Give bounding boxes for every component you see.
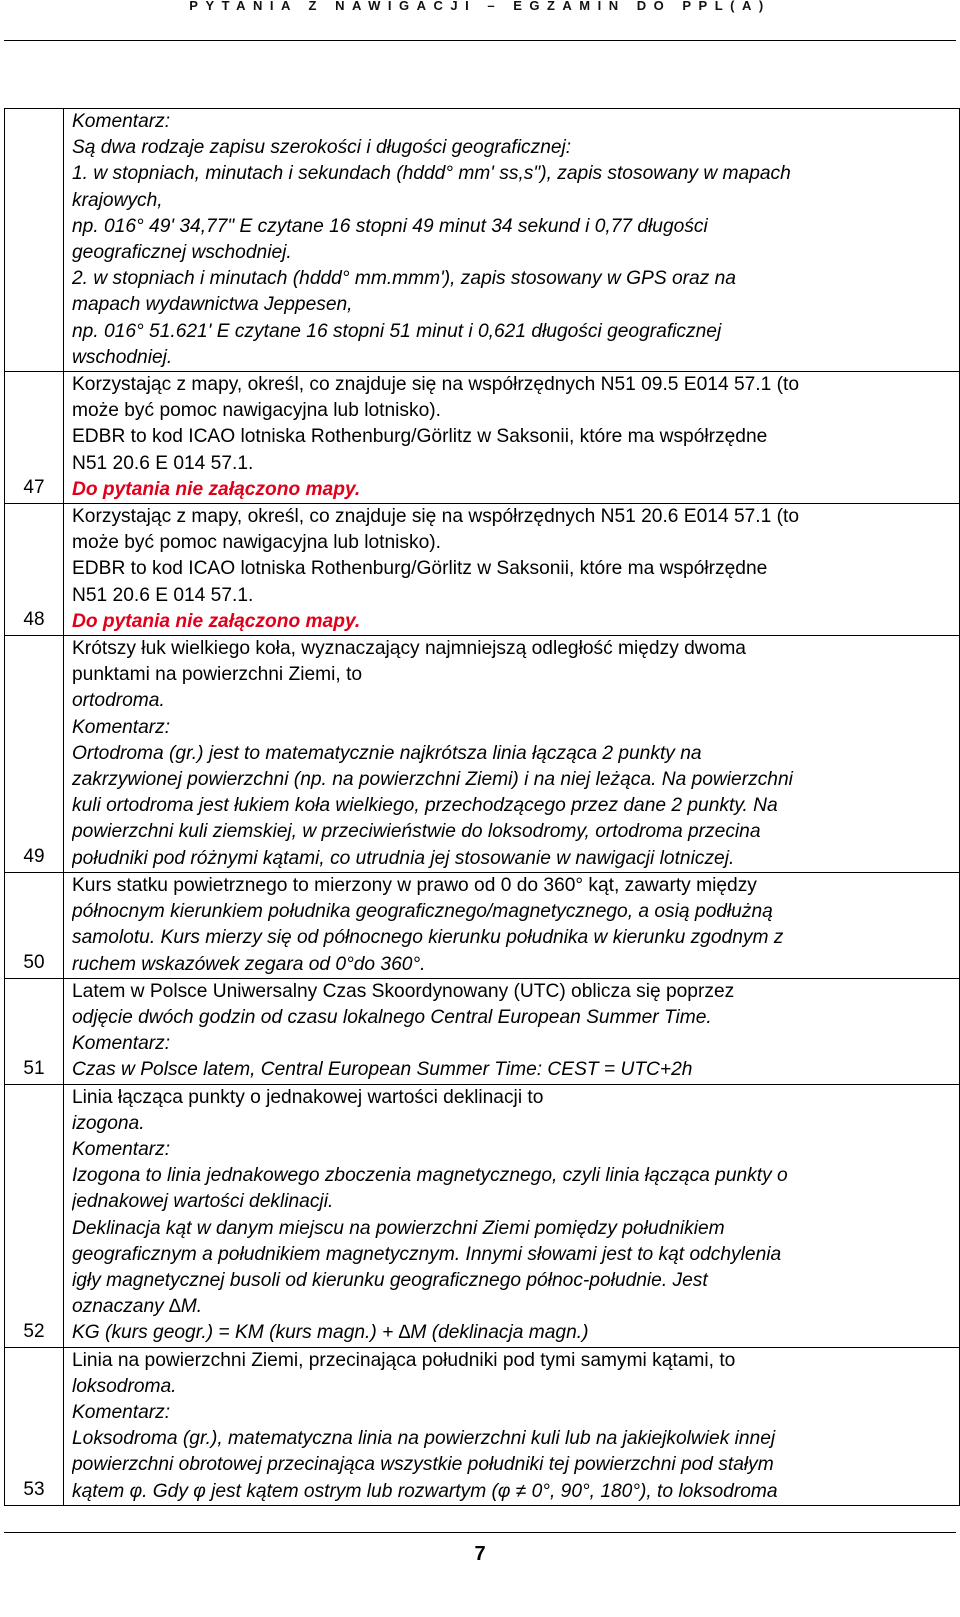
text-line: powierzchni obrotowej przecinająca wszystkie południki tej powierzchni pod stałym: [72, 1454, 774, 1476]
question-row: [5, 504, 960, 636]
text-line: Korzystając z mapy, określ, co znajduje się na współrzędnych N51 09.5 E014 57.1 (to: [72, 374, 800, 396]
text-line: może być pomoc nawigacyjna lub lotnisko).: [72, 532, 442, 554]
question-text: [64, 504, 960, 636]
question-number: [5, 109, 64, 372]
text-line: KG (kurs geogr.) = KM (kurs magn.) + ∆M (deklinacja magn.): [72, 1322, 589, 1344]
text-line: Komentarz:: [72, 111, 171, 132]
question-number: 52: [5, 1084, 64, 1347]
text-line: Są dwa rodzaje zapisu szerokości i długości geograficznej:: [72, 137, 572, 159]
question-row: [5, 636, 960, 873]
question-number: 50: [5, 872, 64, 978]
question-row: [5, 109, 960, 372]
text-line: odjęcie dwóch godzin od czasu lokalnego Central European Summer Time.: [72, 1006, 712, 1028]
header-divider: [4, 40, 956, 41]
question-text: [64, 978, 960, 1084]
text-line: punktami na powierzchni Ziemi, to: [72, 664, 363, 686]
text-line: Korzystając z mapy, określ, co znajduje się na współrzędnych N51 20.6 E014 57.1 (to: [72, 506, 800, 528]
text-line: N51 20.6 E 014 57.1.: [72, 452, 254, 474]
question-row: [5, 1347, 960, 1505]
question-row: [5, 978, 960, 1084]
text-line: powierzchni kuli ziemskiej, w przeciwieństwie do loksodromy, ortodroma przecina: [72, 821, 761, 843]
footer-divider: [4, 1532, 956, 1533]
text-line: ruchem wskazówek zegara od 0°do 360°.: [72, 953, 426, 975]
questions-table: [4, 108, 960, 1506]
text-line: 1. w stopniach, minutach i sekundach (hddd° mm' ss,s"), zapis stosowany w mapach: [72, 163, 791, 185]
question-number: 48: [5, 504, 64, 636]
text-line: północnym kierunkiem południka geograficznego/magnetycznego, a osią podłużną: [72, 901, 773, 923]
question-text: [64, 1347, 960, 1505]
missing-map-note: Do pytania nie załączono mapy.: [72, 478, 361, 500]
text-line: EDBR to kod ICAO lotniska Rothenburg/Görlitz w Saksonii, które ma współrzędne: [72, 426, 768, 448]
question-row: [5, 1084, 960, 1347]
text-line: Komentarz:: [72, 716, 171, 738]
text-line: izogona.: [72, 1112, 145, 1134]
text-line: Krótszy łuk wielkiego koła, wyznaczający najmniejszą odległość między dwoma: [72, 638, 746, 660]
page-number: 7: [474, 1543, 486, 1565]
text-line: Ortodroma (gr.) jest to matematycznie najkrótsza linia łącząca 2 punkty na: [72, 742, 702, 764]
text-line: geograficznym a południkiem magnetycznym. Innymi słowami jest to kąt odchylenia: [72, 1243, 782, 1265]
question-number: 47: [5, 372, 64, 504]
text-line: geograficznej wschodniej.: [72, 242, 292, 264]
text-line: jednakowej wartości deklinacji.: [72, 1191, 334, 1213]
text-line: igły magnetycznej busoli od kierunku geograficznego północ-południe. Jest: [72, 1269, 708, 1291]
text-line: Izogona to linia jednakowego zboczenia magnetycznego, czyli linia łącząca punkty o: [72, 1165, 788, 1187]
missing-map-note: Do pytania nie załączono mapy.: [72, 610, 361, 632]
text-line: ortodroma.: [72, 690, 165, 712]
text-line: Komentarz:: [72, 1138, 171, 1160]
question-row: [5, 872, 960, 978]
text-line: Linia na powierzchni Ziemi, przecinająca południki pod tymi samymi kątami, to: [72, 1349, 736, 1371]
text-line: Kurs statku powietrznego to mierzony w prawo od 0 do 360° kąt, zawarty między: [72, 874, 757, 896]
running-header: PYTANIA Z NAWIGACJI – EGZAMIN DO PPL(A): [189, 0, 771, 13]
text-line: Czas w Polsce latem, Central European Summer Time: CEST = UTC+2h: [72, 1059, 693, 1081]
text-line: kuli ortodroma jest łukiem koła wielkiego, przechodzącego przez dane 2 punkty. Na: [72, 795, 778, 817]
text-line: np. 016° 49' 34,77" E czytane 16 stopni 49 minut 34 sekund i 0,77 długości: [72, 215, 708, 237]
text-line: np. 016° 51.621' E czytane 16 stopni 51 minut i 0,621 długości geograficznej: [72, 320, 722, 342]
question-text: [64, 872, 960, 978]
text-line: wschodniej.: [72, 346, 173, 368]
question-number: 53: [5, 1347, 64, 1505]
text-line: loksodroma.: [72, 1375, 177, 1397]
text-line: Deklinacja kąt w danym miejscu na powierzchni Ziemi pomiędzy południkiem: [72, 1217, 725, 1239]
text-line: kątem φ. Gdy φ jest kątem ostrym lub rozwartym (φ ≠ 0°, 90°, 180°), to loksodroma: [72, 1480, 778, 1502]
text-line: N51 20.6 E 014 57.1.: [72, 584, 254, 606]
text-line: mapach wydawnictwa Jeppesen,: [72, 294, 353, 316]
question-number: 51: [5, 978, 64, 1084]
question-text: [64, 109, 960, 372]
question-text: [64, 372, 960, 504]
text-line: samolotu. Kurs mierzy się od północnego kierunku południka w kierunku zgodnym z: [72, 927, 784, 949]
question-text: [64, 1084, 960, 1347]
text-line: Linia łącząca punkty o jednakowej wartości deklinacji to: [72, 1086, 544, 1108]
question-text: [64, 636, 960, 873]
text-line: 2. w stopniach i minutach (hddd° mm.mmm'), zapis stosowany w GPS oraz na: [72, 268, 736, 290]
text-line: krajowych,: [72, 189, 163, 211]
text-line: południki pod różnymi kątami, co utrudnia jej stosowanie w nawigacji lotniczej.: [72, 847, 735, 869]
text-line: oznaczany ∆M.: [72, 1296, 203, 1318]
text-line: Komentarz:: [72, 1033, 171, 1055]
text-line: Komentarz:: [72, 1401, 171, 1423]
text-line: Latem w Polsce Uniwersalny Czas Skoordynowany (UTC) oblicza się poprzez: [72, 980, 735, 1002]
text-line: może być pomoc nawigacyjna lub lotnisko).: [72, 400, 442, 422]
text-line: zakrzywionej powierzchni (np. na powierzchni Ziemi) i na niej leżąca. Na powierzchni: [72, 769, 793, 791]
text-line: EDBR to kod ICAO lotniska Rothenburg/Görlitz w Saksonii, które ma współrzędne: [72, 558, 768, 580]
text-line: Loksodroma (gr.), matematyczna linia na powierzchni kuli lub na jakiejkolwiek innej: [72, 1428, 776, 1450]
question-row: [5, 372, 960, 504]
question-number: 49: [5, 636, 64, 873]
